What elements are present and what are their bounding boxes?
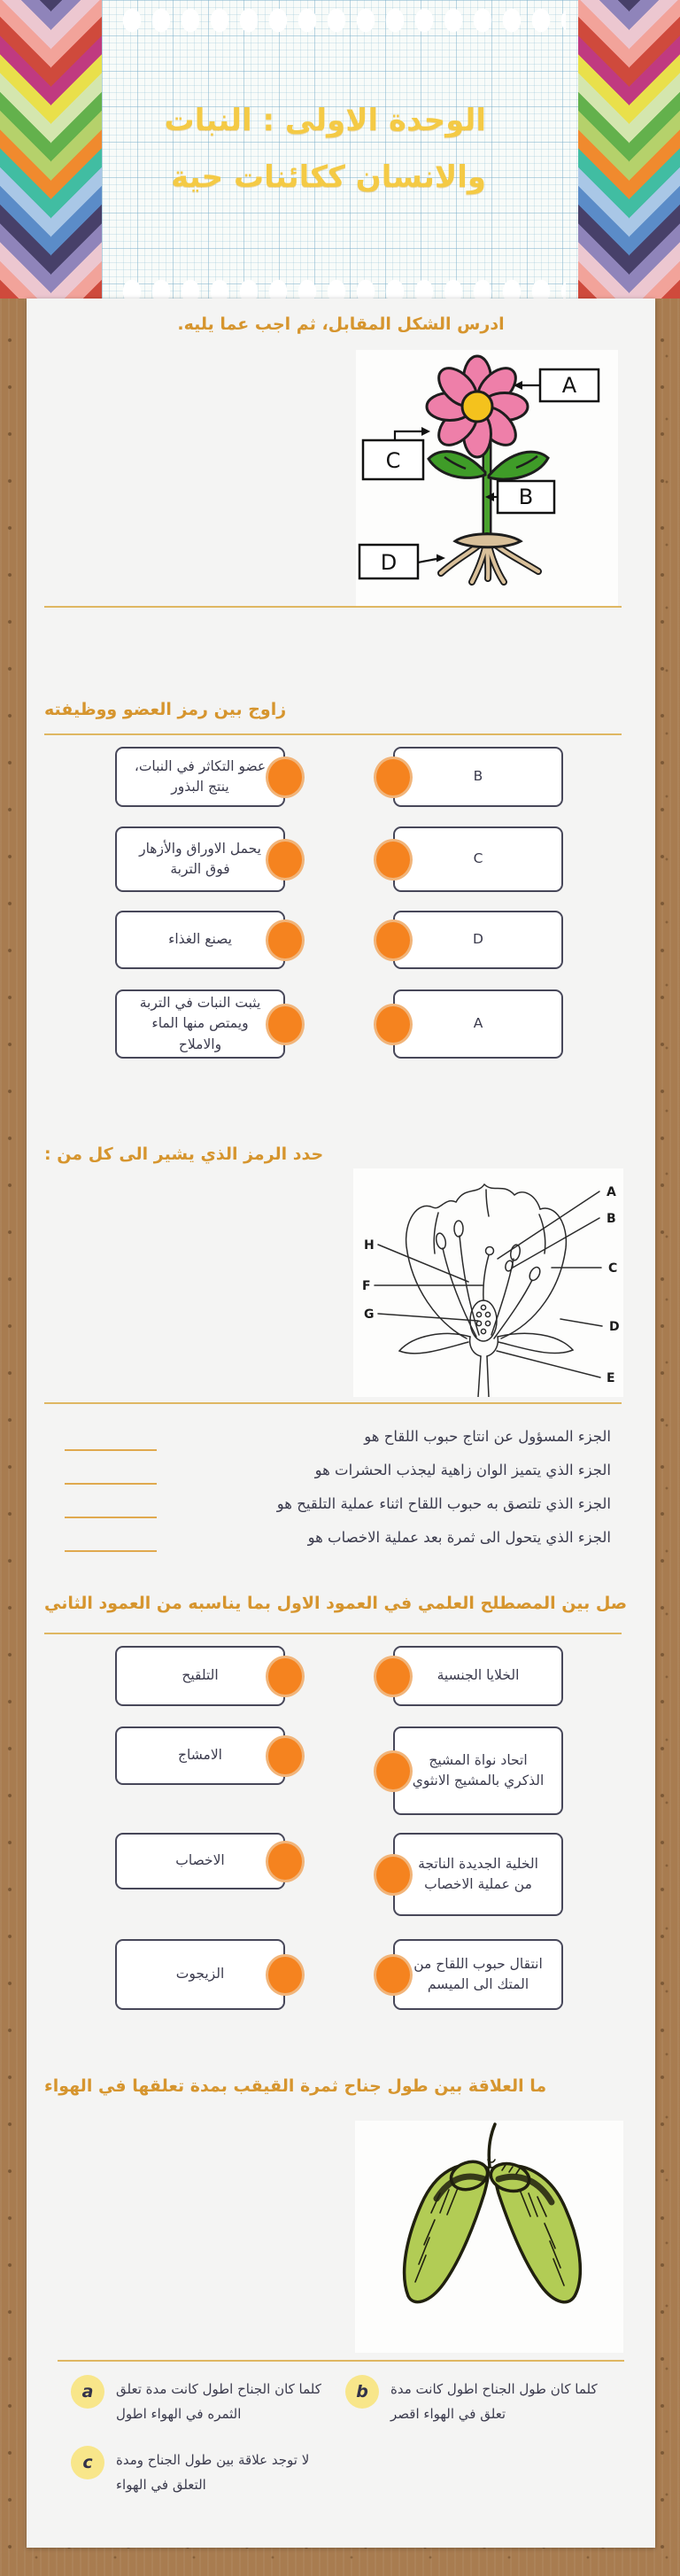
chevron-left-half: [0, 0, 51, 299]
question-row: [44, 1517, 611, 1546]
anatomy-label-h: H: [364, 1238, 375, 1253]
flower-diagram-figure: [356, 350, 618, 607]
section-heading-match-organ: زاوج بين رمز العضو ووظيفته: [44, 700, 287, 719]
match-row: [27, 747, 655, 807]
match-right-box: [393, 1833, 563, 1916]
match-connector-dot[interactable]: [266, 757, 305, 798]
divider: [44, 1633, 622, 1634]
match-right-label: انتقال حبوب اللقاح من المتك الى الميسم: [413, 1955, 543, 1992]
question-row: [44, 1450, 611, 1478]
section-heading-study-figure: ادرس الشكل المقابل، ثم اجب عما يليه.: [177, 314, 505, 334]
question-text: الجزء الذي تلتصق به حبوب اللقاح اثناء عملية التلقيح هو: [276, 1495, 611, 1512]
match-right-label: B: [473, 768, 483, 785]
match-left-box: [115, 747, 285, 807]
option-letter-badge[interactable]: [345, 2375, 379, 2409]
match-connector-dot[interactable]: [266, 1656, 305, 1697]
match-right-box: [393, 1646, 563, 1706]
maple-samara-svg: [355, 2121, 623, 2353]
anatomy-label-c: C: [608, 1261, 618, 1276]
question-row: [44, 1416, 611, 1445]
anatomy-label-a: A: [607, 1185, 616, 1199]
match-right-label: A: [473, 1015, 483, 1032]
match-right-box: [393, 989, 563, 1059]
match-left-label: يثبت النبات في التربة ويمتص منها الماء والاملاح: [139, 995, 261, 1052]
match-connector-dot[interactable]: [266, 1954, 305, 1996]
match-row: [27, 1726, 655, 1815]
option-letter: b: [356, 2382, 368, 2401]
match-left-label: يصنع الغذاء: [168, 931, 232, 948]
match-connector-dot[interactable]: [374, 1854, 413, 1896]
flower-label-d: D: [380, 550, 398, 575]
match-left-label: الاخصاب: [175, 1852, 225, 1869]
match-row: [27, 1939, 655, 2010]
grid-paper: [102, 0, 578, 299]
match-right-label: اتحاد نواة المشيج الذكري بالمشيج الانثوي: [412, 1751, 545, 1788]
match-connector-dot[interactable]: [374, 1750, 413, 1792]
match-right-box: [393, 1939, 563, 2010]
match-connector-dot[interactable]: [266, 1735, 305, 1777]
worksheet-title-line1: الوحدة الاولى : النبات: [164, 103, 486, 138]
anatomy-label-f: F: [362, 1279, 371, 1293]
match-connector-dot[interactable]: [266, 1004, 305, 1045]
question-text: الجزء المسؤول عن انتاج حبوب اللقاح هو: [364, 1428, 611, 1445]
anatomy-label-b: B: [607, 1212, 616, 1226]
option-text: كلما كان طول الجناح اطول كانت مدة تعلق في الهواء اقصر: [390, 2381, 598, 2422]
chevron-right-half: [630, 0, 680, 299]
answer-blank[interactable]: [65, 1499, 157, 1518]
match-right-box: [393, 747, 563, 807]
match-left-box: [115, 1833, 285, 1889]
match-right-box: [393, 1726, 563, 1815]
match-right-box: [393, 911, 563, 969]
answer-blank[interactable]: [65, 1532, 157, 1552]
divider: [58, 2360, 624, 2362]
match-connector-dot[interactable]: [374, 1954, 413, 1996]
choice-option-b[interactable]: [345, 2375, 615, 2427]
match-connector-dot[interactable]: [374, 757, 413, 798]
anatomy-label-e: E: [607, 1371, 615, 1385]
chevron-left-half: [578, 0, 630, 299]
match-connector-dot[interactable]: [266, 1841, 305, 1882]
option-letter-badge[interactable]: [71, 2375, 104, 2409]
match-left-box: [115, 1646, 285, 1706]
match-row: [27, 1646, 655, 1706]
question-text: الجزء الذي يتحول الى ثمرة بعد عملية الاخصاب هو: [307, 1529, 611, 1546]
answer-blank[interactable]: [65, 1432, 157, 1451]
divider: [44, 733, 622, 735]
match-row: [27, 911, 655, 969]
flower-anatomy-svg: [353, 1168, 623, 1397]
match-connector-dot[interactable]: [266, 839, 305, 881]
match-right-label: D: [473, 931, 483, 948]
flower-label-c: C: [385, 448, 401, 473]
match-row: [27, 826, 655, 892]
maple-samara-figure: [355, 2121, 623, 2353]
match-left-box: [115, 826, 285, 892]
section-heading-identify-symbol: حدد الرمز الذي يشير الى كل من :: [44, 1144, 324, 1164]
answer-blank[interactable]: [65, 1465, 157, 1485]
flower-anatomy-figure: [353, 1168, 623, 1397]
divider: [44, 1402, 622, 1404]
match-connector-dot[interactable]: [374, 919, 413, 961]
match-left-label: التلقيح: [182, 1667, 219, 1684]
anatomy-label-g: G: [364, 1307, 375, 1322]
option-letter: a: [81, 2382, 94, 2401]
flower-diagram-svg: [356, 350, 618, 607]
match-right-label: الخلية الجديدة الناتجة من عملية الاخصاب: [418, 1855, 538, 1892]
worksheet-card: [27, 299, 655, 2548]
question-row: [44, 1484, 611, 1512]
worksheet-title-line2: والانسان ككائنات حية: [171, 159, 486, 195]
match-row: [27, 989, 655, 1059]
choice-option-c[interactable]: [71, 2446, 328, 2498]
worksheet-title: [97, 92, 486, 206]
flower-label-b: B: [518, 485, 534, 509]
divider: [44, 606, 622, 608]
option-letter: c: [82, 2453, 93, 2472]
match-right-label: C: [473, 850, 483, 867]
option-text: كلما كان الجناح اطول كانت مدة تعلق الثمره في الهواء اطول: [116, 2381, 321, 2422]
match-row: [27, 1833, 655, 1916]
match-connector-dot[interactable]: [374, 1004, 413, 1045]
match-left-box: [115, 911, 285, 969]
option-letter-badge[interactable]: [71, 2446, 104, 2479]
match-left-box: [115, 1939, 285, 2010]
anatomy-label-d: D: [609, 1320, 620, 1334]
chevron-right-half: [51, 0, 103, 299]
match-left-label: يحمل الاوراق والأزهار فوق التربة: [139, 840, 261, 877]
match-connector-dot[interactable]: [266, 919, 305, 961]
match-connector-dot[interactable]: [374, 1656, 413, 1697]
chevron-decoration-right: [578, 0, 680, 299]
banner: [0, 0, 680, 299]
match-connector-dot[interactable]: [374, 839, 413, 881]
match-right-label: الخلايا الجنسية: [437, 1667, 520, 1684]
match-right-box: [393, 826, 563, 892]
match-left-box: [115, 989, 285, 1059]
option-text: لا توجد علاقة بين طول الجناح ومدة التعلق في الهواء: [116, 2452, 310, 2493]
section-heading-maple: ما العلاقة بين طول جناح ثمرة القيقب بمدة تعلقها في الهواء: [44, 2076, 547, 2096]
match-left-label: الزيجوت: [175, 1966, 225, 1982]
section-heading-match-term: صل بين المصطلح العلمي في العمود الاول بما يناسبه من العمود الثاني: [44, 1594, 628, 1613]
match-left-label: عضو التكاثر في النبات، ينتج البذور: [134, 757, 267, 795]
flower-label-a: A: [561, 373, 577, 398]
chevron-decoration-left: [0, 0, 102, 299]
match-left-box: [115, 1726, 285, 1785]
question-text: الجزء الذي يتميز الوان زاهية ليجذب الحشرات هو: [314, 1462, 611, 1478]
choice-option-a[interactable]: [71, 2375, 328, 2427]
oval-row-top: [118, 7, 566, 34]
match-left-label: الامشاج: [177, 1747, 222, 1764]
